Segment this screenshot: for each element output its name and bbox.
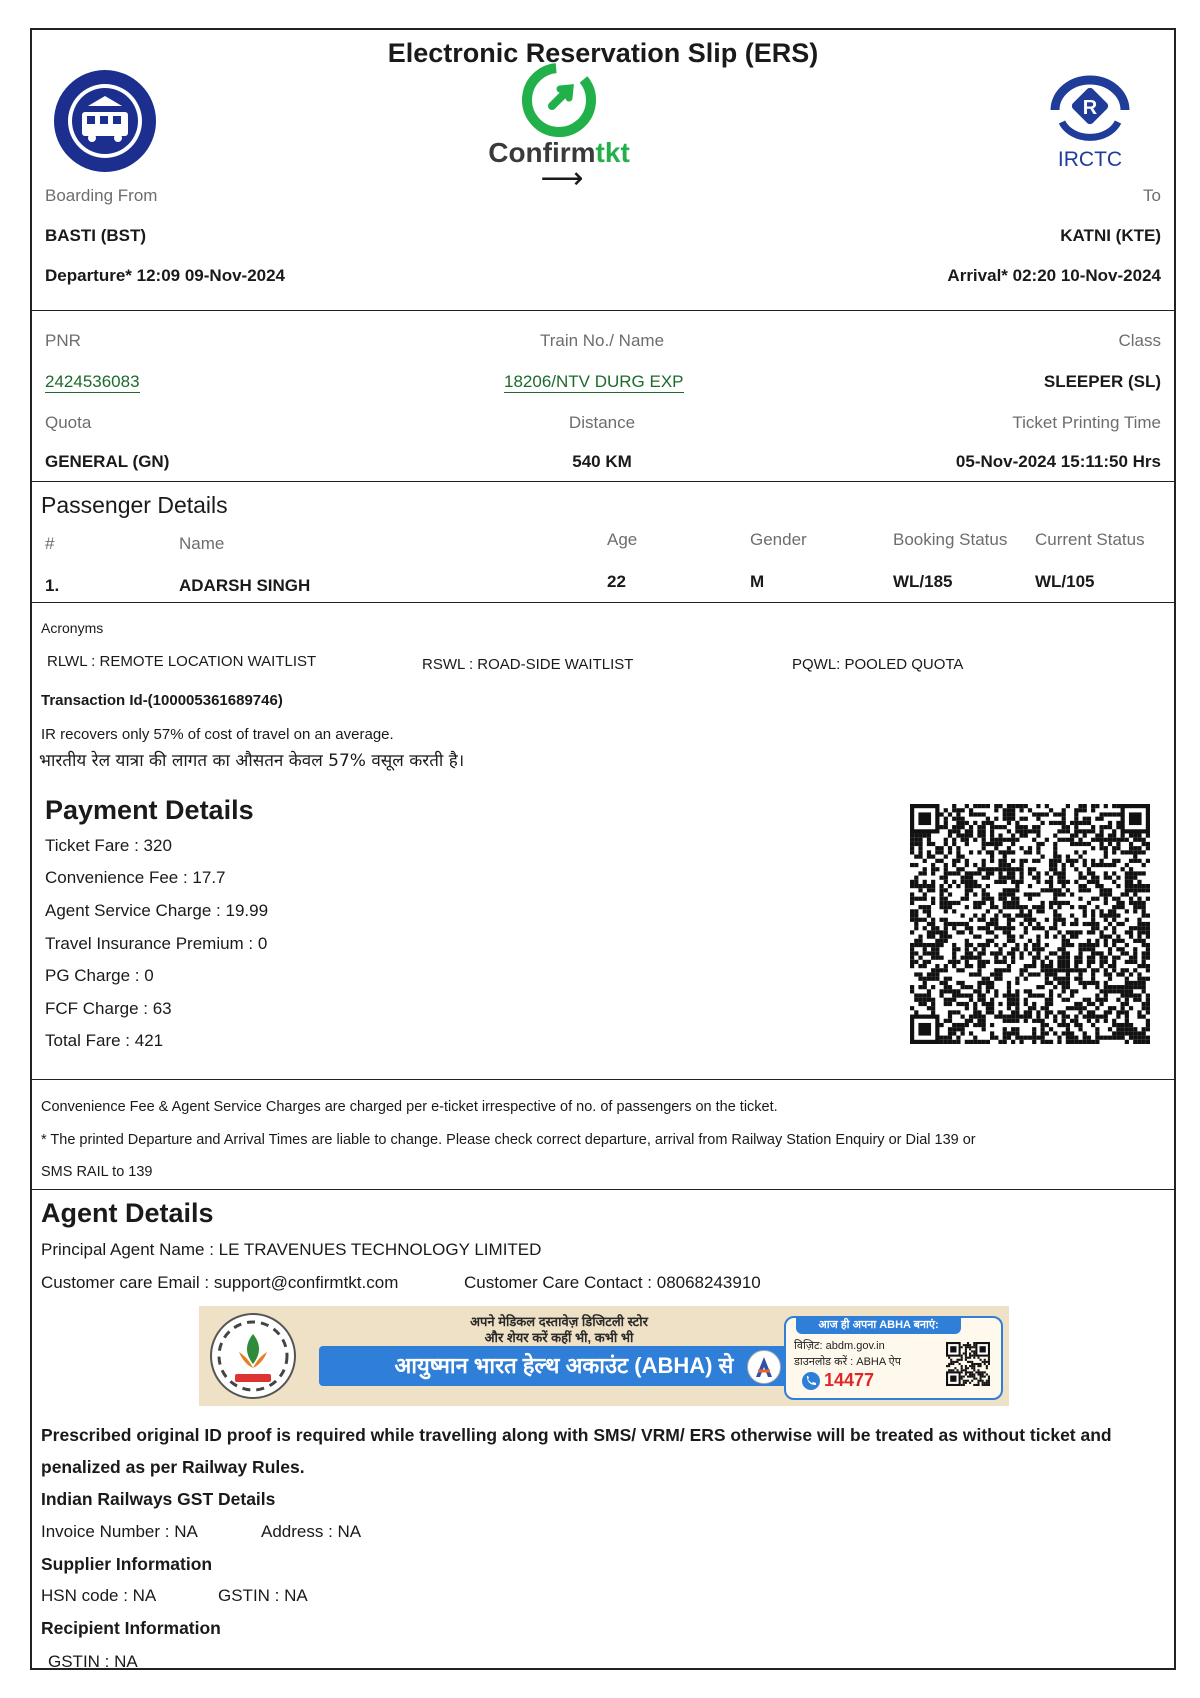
fcf-charge: FCF Charge : 63: [45, 999, 172, 1018]
id-proof-note-line-1: Prescribed original ID proof is required while travelling along with SMS/ VRM/ ERS otherwise will be treated as without ticket and: [41, 1425, 1112, 1445]
from-station: BASTI (BST): [45, 226, 147, 245]
distance-value: 540 KM: [572, 452, 632, 471]
supplier-information-title: Supplier Information: [41, 1554, 213, 1574]
supplier-gstin: GSTIN : NA: [218, 1586, 308, 1605]
page-title: Electronic Reservation Slip (ERS): [387, 38, 819, 68]
departure-time: Departure* 12:09 09-Nov-2024: [45, 266, 286, 285]
agent-service-charge: Agent Service Charge : 19.99: [45, 901, 269, 920]
id-proof-note-line-2: penalized as per Railway Rules.: [41, 1457, 305, 1477]
divider: [32, 602, 1174, 603]
gst-details-title: Indian Railways GST Details: [41, 1489, 276, 1509]
journey-arrow-icon: ⟶: [540, 162, 584, 195]
confirmtkt-wordmark: Confirmtkt: [488, 137, 630, 168]
passenger-row-age: 22: [607, 572, 626, 591]
passenger-row-booking-status: WL/185: [893, 572, 953, 591]
passenger-col-gender: Gender: [750, 530, 807, 549]
abha-tagline-line-2: और शेयर करें कहीं भी, कभी भी: [484, 1330, 634, 1345]
acronym-rlwl: RLWL : REMOTE LOCATION WAITLIST: [47, 653, 317, 670]
abha-tagline-line-1: अपने मेडिकल दस्तावेज़ डिजिटली स्टोर: [470, 1314, 648, 1329]
recovery-note-en: IR recovers only 57% of cost of travel on an average.: [41, 726, 394, 743]
passenger-row-gender: M: [750, 572, 765, 591]
principal-agent-name: Principal Agent Name : LE TRAVENUES TECHNOLOGY LIMITED: [41, 1240, 542, 1259]
abha-qr-code: [946, 1342, 990, 1386]
pnr-label: PNR: [45, 331, 81, 350]
distance-label: Distance: [568, 413, 636, 432]
arrival-time: Arrival* 02:20 10-Nov-2024: [947, 266, 1161, 285]
total-fare: Total Fare : 421: [45, 1031, 164, 1050]
gst-address: Address : NA: [261, 1522, 362, 1541]
agent-details-title: Agent Details: [41, 1198, 214, 1228]
passenger-col-current-status: Current Status: [1035, 530, 1145, 549]
quota-label: Quota: [45, 413, 92, 432]
divider: [32, 481, 1174, 482]
passenger-col-age: Age: [607, 530, 638, 549]
abha-visit-line: विज़िट: abdm.gov.in: [794, 1340, 885, 1352]
passenger-row-current-status: WL/105: [1035, 572, 1095, 591]
pg-charge: PG Charge : 0: [45, 966, 154, 985]
abha-headline: आयुष्मान भारत हेल्थ अकाउंट (ABHA) से: [319, 1346, 809, 1386]
travel-insurance-premium: Travel Insurance Premium : 0: [45, 934, 268, 953]
ayushman-bharat-logo: [209, 1312, 297, 1400]
acronym-rswl: RSWL : ROAD-SIDE WAITLIST: [422, 656, 634, 673]
quota-value: GENERAL (GN): [45, 452, 170, 471]
time-note-line-1: * The printed Departure and Arrival Times are liable to change. Please check correct departure, arrival from Railway Station Enquiry or Dial 139 or: [41, 1132, 976, 1148]
boarding-from-label: Boarding From: [45, 186, 158, 205]
phone-icon: [802, 1372, 820, 1390]
recipient-gstin: GSTIN : NA: [48, 1652, 138, 1671]
to-label: To: [1143, 186, 1161, 205]
recovery-note-hi: भारतीय रेल यात्रा की लागत का औसतन केवल 57% वसूल करती है।: [39, 751, 465, 771]
passenger-col-booking-status: Booking Status: [893, 530, 1008, 549]
abha-cta-box: [784, 1316, 1003, 1400]
convenience-fee: Convenience Fee : 17.7: [45, 868, 226, 887]
ticket-qr-code: [910, 804, 1150, 1044]
passenger-row-index: 1.: [45, 576, 60, 595]
recipient-information-title: Recipient Information: [41, 1618, 221, 1638]
indian-railways-logo: [52, 68, 158, 174]
acronym-pqwl: PQWL: POOLED QUOTA: [792, 656, 964, 673]
passenger-row-name: ADARSH SINGH: [179, 576, 311, 595]
svg-text:R: R: [1082, 97, 1098, 119]
abha-download-line: डाउनलोड करें : ABHA ऐप: [794, 1356, 901, 1368]
abha-banner[interactable]: [199, 1306, 1009, 1406]
divider: [32, 1189, 1174, 1190]
customer-care-email: Customer care Email : support@confirmtkt.com: [41, 1273, 399, 1292]
irctc-logo: [1040, 64, 1140, 174]
customer-care-contact: Customer Care Contact : 08068243910: [464, 1273, 761, 1292]
invoice-number: Invoice Number : NA: [41, 1522, 198, 1541]
abha-cta-heading: आज ही अपना ABHA बनाएं:: [796, 1316, 961, 1334]
divider: [32, 1079, 1174, 1080]
confirmtkt-logo: [484, 62, 634, 172]
divider: [32, 310, 1174, 311]
ers-ticket-frame: [30, 28, 1176, 1670]
train-label: Train No./ Name: [539, 331, 665, 350]
time-note-line-2: SMS RAIL to 139: [41, 1164, 153, 1180]
acronyms-title: Acronyms: [41, 620, 104, 636]
hsn-code: HSN code : NA: [41, 1586, 157, 1605]
fee-note: Convenience Fee & Agent Service Charges are charged per e-ticket irrespective of no. of passengers on the ticket.: [41, 1099, 778, 1115]
passenger-col-index: #: [45, 534, 55, 553]
ticket-fare: Ticket Fare : 320: [45, 836, 172, 855]
abha-phone-number: 14477: [824, 1370, 875, 1390]
print-time-label: Ticket Printing Time: [1012, 413, 1161, 432]
abha-emblem-icon: [747, 1350, 781, 1384]
payment-details-title: Payment Details: [45, 795, 254, 825]
class-value: SLEEPER (SL): [1043, 372, 1161, 391]
irctc-label: IRCTC: [1057, 148, 1123, 171]
train-link[interactable]: 18206/NTV DURG EXP: [504, 372, 684, 391]
print-time-value: 05-Nov-2024 15:11:50 Hrs: [955, 452, 1161, 471]
pnr-link[interactable]: 2424536083: [45, 372, 140, 391]
passenger-details-title: Passenger Details: [41, 492, 228, 518]
class-label: Class: [1118, 331, 1161, 350]
passenger-col-name: Name: [179, 534, 225, 553]
transaction-id: Transaction Id-(100005361689746): [41, 692, 283, 709]
to-station: KATNI (KTE): [1060, 226, 1161, 245]
